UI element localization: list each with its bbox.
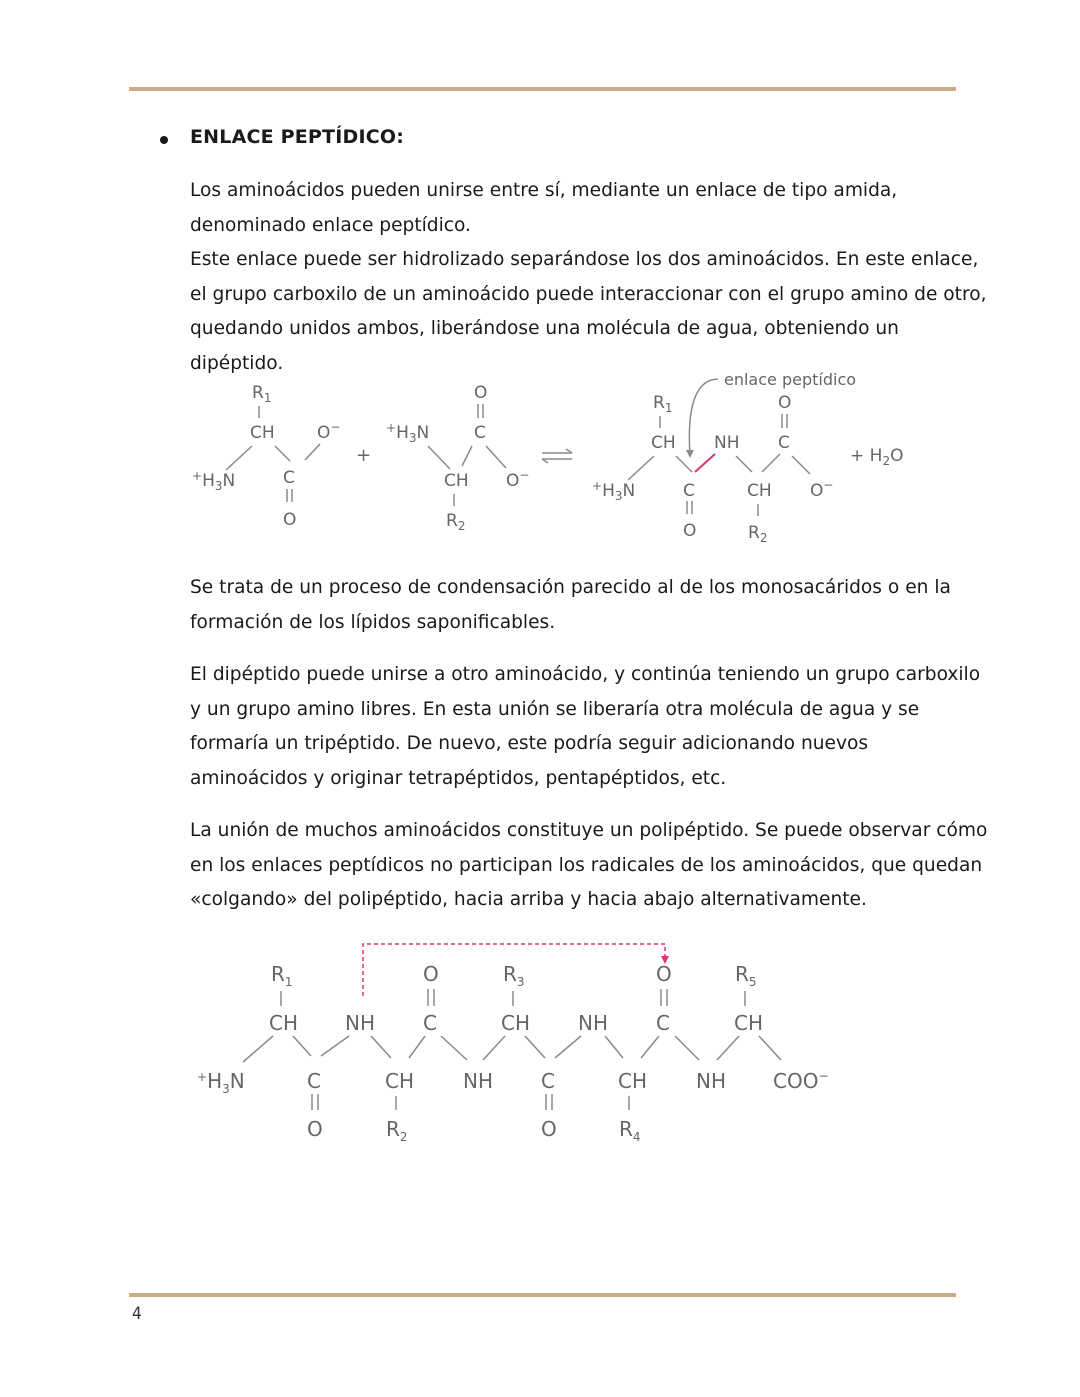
svg-text:R3: $R_3$ — [503, 962, 525, 989]
svg-text:NH: NH — [696, 1069, 726, 1093]
svg-text:O: O — [474, 383, 488, 403]
svg-text:O−: O− — [810, 478, 834, 501]
plus-sign: + — [356, 445, 372, 466]
svg-text:CH: CH — [269, 1011, 299, 1035]
svg-text:R2: $R_2$ — [748, 523, 768, 545]
svg-text:O: O — [307, 1117, 323, 1141]
svg-text:O−: O− — [317, 420, 341, 443]
svg-text:C: C — [307, 1069, 321, 1093]
bullet-icon — [160, 136, 168, 144]
svg-text:C: C — [541, 1069, 555, 1093]
svg-text:COO−: COO− — [773, 1069, 829, 1093]
header-rule — [129, 87, 956, 91]
svg-text:C: C — [423, 1011, 437, 1035]
svg-text:O: O — [778, 393, 792, 413]
svg-text:R4: $R_4$ — [619, 1117, 641, 1144]
svg-text:CH: CH — [444, 471, 469, 491]
svg-text:+H3N: $^+H_3N$ — [192, 469, 236, 493]
svg-text:R1: $R_1$ — [653, 393, 673, 415]
svg-text:C: C — [778, 433, 790, 453]
svg-text:O: O — [423, 962, 439, 986]
svg-text:C: C — [656, 1011, 670, 1035]
svg-text:CH: CH — [651, 433, 676, 453]
footer-rule — [129, 1293, 956, 1297]
svg-text:C: C — [474, 423, 486, 443]
svg-text:R1: $R_1$ — [271, 962, 293, 989]
svg-text:R5: $R_5$ — [735, 962, 757, 989]
svg-text:+H3N: $^+H_3N$ — [386, 421, 430, 445]
svg-text:NH: NH — [714, 433, 740, 453]
svg-text:+H3N: $^+H_3N$ — [197, 1069, 245, 1096]
page-number: 4 — [132, 1304, 142, 1324]
svg-text:O: O — [283, 510, 297, 530]
svg-text:R2: $R_2$ — [446, 511, 466, 533]
paragraph-intro-a: Los aminoácidos pueden unirse entre sí, mediante un enlace de tipo amida, denominado enlace peptídico. — [190, 180, 898, 236]
svg-text:CH: CH — [747, 481, 772, 501]
paragraph-intro-b: Este enlace puede ser hidrolizado separándose los dos aminoácidos. En este enlace, el grupo carboxilo de un aminoácido puede interaccionar con el grupo amino de otro, quedando unidos ambos, liberándose una molécula de agua, obteniendo un dipéptido. — [190, 249, 987, 374]
section-heading: ENLACE PEPTÍDICO: — [190, 126, 405, 148]
paragraph-tripeptide: El dipéptido puede unirse a otro aminoácido, y continúa teniendo un grupo carboxilo y un grupo amino libres. En esta unión se liberaría otra molécula de agua y se formaría un tripéptido. De nuevo, este podría seguir adicionando nuevos aminoácidos y originar tetrapéptidos, pentapéptidos, etc. — [190, 664, 981, 789]
bond-label: enlace peptídico — [724, 370, 857, 389]
svg-text:NH: NH — [578, 1011, 608, 1035]
svg-text:CH: CH — [385, 1069, 415, 1093]
svg-text:CH: CH — [618, 1069, 648, 1093]
dipeptide-formation-diagram — [180, 366, 940, 546]
svg-text:O: O — [656, 962, 672, 986]
svg-text:+H3N: $^+H_3N$ — [592, 479, 636, 503]
svg-text:O: O — [541, 1117, 557, 1141]
svg-text:R1: $R_1$ — [252, 383, 272, 405]
svg-text:O−: O− — [506, 468, 530, 491]
svg-text:R2: $R_2$ — [386, 1117, 408, 1144]
svg-text:C: C — [283, 468, 295, 488]
paragraph-polypeptide: La unión de muchos aminoácidos constituye un polipéptido. Se puede observar cómo en los enlaces peptídicos no participan los radicales de los aminoácidos, que quedan «colgando» del polipéptido, hacia arriba y hacia abajo alternativamente. — [190, 820, 988, 911]
svg-text:CH: CH — [734, 1011, 764, 1035]
water-product: + $H_2O$ — [850, 446, 904, 468]
svg-text:CH: CH — [250, 423, 275, 443]
paragraph-condensation: Se trata de un proceso de condensación parecido al de los monosacáridos o en la formación de los lípidos saponificables. — [190, 577, 951, 633]
svg-text:C: C — [683, 481, 695, 501]
svg-text:NH: NH — [463, 1069, 493, 1093]
svg-text:O: O — [683, 521, 697, 541]
svg-text:NH: NH — [345, 1011, 375, 1035]
paragraph-intro — [190, 174, 990, 382]
polypeptide-chain-diagram — [185, 936, 865, 1151]
svg-text:CH: CH — [501, 1011, 531, 1035]
